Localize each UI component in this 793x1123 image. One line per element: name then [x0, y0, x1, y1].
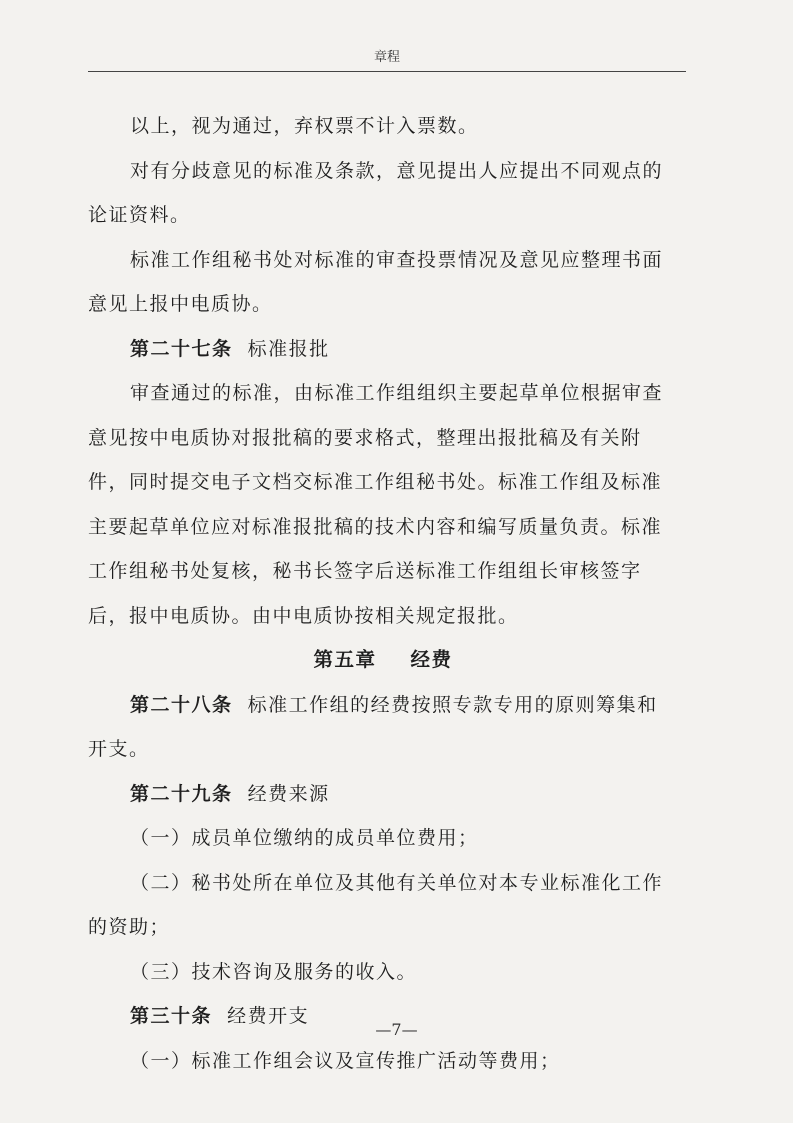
article-heading [88, 327, 678, 372]
paragraph: 审查通过的标准，由标准工作组组织主要起草单位根据审查意见按中电质协对报批稿的要求格式，整理出报批稿及有关附件，同时提交电子文档交标准工作组秘书处。标准工作组及标准主要起草单位应对标准报批稿的技术内容和编写质量负责。标准工作组秘书处复核，秘书长签字后送标准工作组组长审核签字后，报中电质协。由中电质协按相关规定报批。 [88, 382, 664, 627]
list-item: （二）秘书处所在单位及其他有关单位对本专业标准化工作的资助； [88, 871, 664, 938]
article-number: 第二十九条 [130, 782, 233, 805]
article-paragraph [88, 683, 678, 772]
article-title: 经费开支 [227, 1005, 310, 1027]
article-number: 第二十八条 [130, 693, 233, 716]
chapter-heading [88, 638, 678, 683]
header-rule [88, 71, 686, 72]
paragraph: 对有分歧意见的标准及条款，意见提出人应提出不同观点的论证资料。 [88, 159, 664, 226]
article-title: 经费来源 [247, 782, 330, 805]
chapter-number: 第五章 [313, 648, 377, 671]
chapter-title: 经费 [410, 648, 453, 671]
paragraph: 标准工作组秘书处对标准的审查投票情况及意见应整理书面意见上报中电质协。 [88, 248, 664, 315]
document-body [88, 104, 678, 1083]
article-number: 第三十条 [130, 1005, 213, 1027]
list-item: （一）标准工作组会议及宣传推广活动等费用； [130, 1049, 561, 1072]
article-text: 标准工作组的经费按照专款专用的原则筹集和开支。 [88, 693, 658, 760]
article-heading [88, 772, 678, 817]
article-number: 第二十七条 [130, 337, 233, 360]
paragraph: 以上，视为通过，弃权票不计入票数。 [130, 115, 479, 137]
page-number: —7— [375, 1020, 418, 1039]
list-item: （三）技术咨询及服务的收入。 [130, 960, 418, 983]
article-title: 标准报批 [247, 337, 330, 360]
running-header: 章程 [373, 50, 400, 65]
list-item: （一）成员单位缴纳的成员单位费用； [130, 827, 479, 849]
